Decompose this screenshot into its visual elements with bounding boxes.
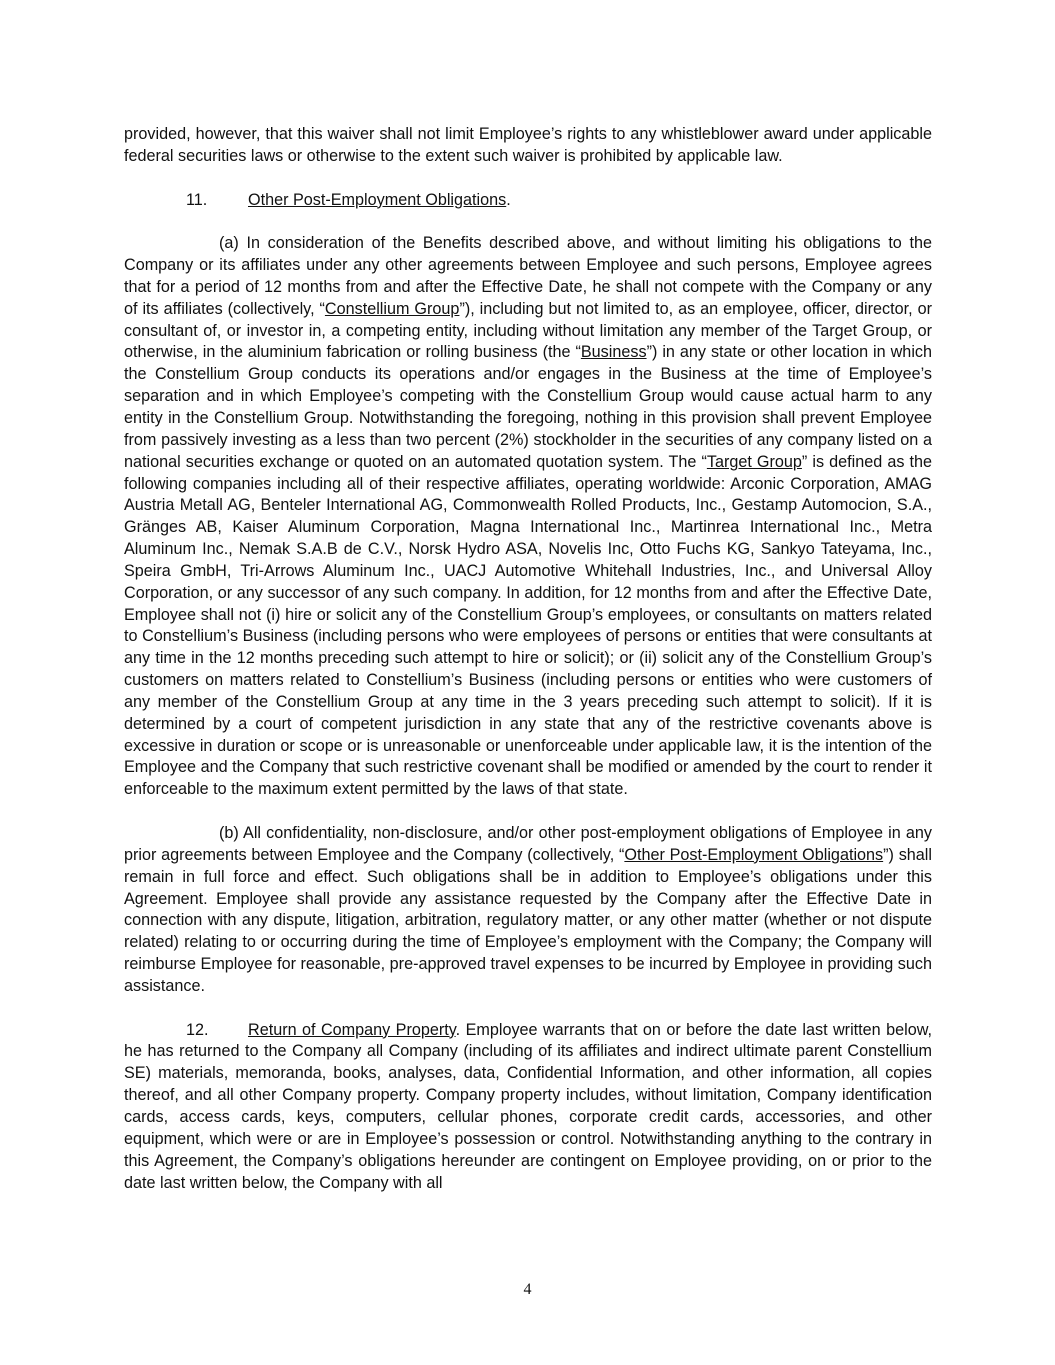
section-11a-text-1: (a) In consideration of the Benefits described above, and without limiting his obligations to the Company or its affiliates under any other agreements between Employee and such persons, Employee agrees that for a period of 12 months from and after the Effective Date, he shall not compete with the Company or any of its affiliates (collectively, “ [124, 234, 932, 318]
defined-term-other-post-employment-obligations: Other Post-Employment Obligations [624, 845, 884, 864]
section-11-title-suffix: . [506, 190, 511, 209]
paragraph-gap [124, 168, 932, 190]
section-11b-text-2: ”) shall remain in full force and effect. Such obligations shall be in addition to Employee’s obligations under this Agreement. Employee shall provide any assistance requested by the Company after the Effective Date in connection with any dispute, litigation, arbitration, regulatory matter, or any other matter (whether or not dispute related) relating to or occurring during the time of Employee’s employment with the Company; the Company will reimburse Employee for reasonable, pre-approved travel expenses to be incurred by Employee in providing such assistance. [124, 845, 932, 995]
section-11a-paragraph [124, 233, 932, 801]
section-11a-text-3: ”) in any state or other location in which the Constellium Group conducts its operations and/or engages in the Business at the time of Employee’s separation and in which Employee’s competing with the Constellium Group would cause actual harm to any entity in the Constellium Group. Notwithstanding the foregoing, nothing in this provision shall prevent Employee from passively investing as a less than two percent (2%) stockholder in the securities of any company listed on a national securities exchange or quoted on an automated quotation system. The “ [124, 343, 933, 471]
section-11a-text-2: ”), including but not limited to, as an employee, officer, director, or consultant of, or investor in, a competing entity, including without limitation any member of the Target Group, or otherwise, in the aluminium fabrication or rolling business (the “ [124, 299, 932, 362]
section-11-title: Other Post-Employment Obligations [248, 190, 507, 209]
paragraph-gap [124, 211, 932, 233]
defined-term-constellium-group: Constellium Group [324, 299, 460, 318]
section-12-paragraph [124, 1020, 932, 1195]
defined-term-target-group: Target Group [706, 452, 802, 471]
section-11-heading [124, 190, 932, 212]
paragraph-gap [124, 801, 932, 823]
section-11b-text-1: (b) All confidentiality, non-disclosure, and/or other post-employment obligations of Employee in any prior agreements between Employee and the Company (collectively, “ [124, 824, 932, 864]
section-12-text: . Employee warrants that on or before the date last written below, he has returned to the Company all Company (including of its affiliates and indirect ultimate parent Constellium SE) materials, memoranda, books, analyses, data, Confidential Information, and other information, all copies thereof, and all other Company property. Company property includes, without limitation, Company identification cards, access cards, keys, computers, cellular phones, corporate credit cards, accessories, and other equipment, which were or are in Employee’s possession or control. Notwithstanding anything to the contrary in this Agreement, the Company’s obligations hereunder are contingent on Employee providing, on or prior to the date last written below, the Company with all [124, 1020, 932, 1192]
section-12-title: Return of Company Property [248, 1020, 456, 1039]
defined-term-business: Business [580, 343, 647, 362]
section-12-number: 12. [186, 1020, 209, 1039]
section-11-number: 11. [186, 190, 208, 209]
paragraph-gap [124, 998, 932, 1020]
page-number: 4 [523, 1281, 532, 1298]
document-page [124, 124, 932, 1194]
section-11a-text-4: ” is defined as the following companies including all of their respective affiliates, operating worldwide: Arconic Corporation, AMAG Austria Metall AG, Benteler International AG, Commonwealth Rolled Products, Inc., Gestamp Automocion, S.A., Gränges AB, Kaiser Aluminum Corporation, Magna International Inc., Martinrea International Inc., Metra Aluminum Inc., Nemak S.A.B de C.V., Norsk Hydro ASA, Novelis Inc, Otto Fuchs KG, Sankyo Tateyama, Inc., Speira GmbH, Tri-Arrows Aluminum Inc., UACJ Automotive Whitehall Industries, Inc., and Universal Alloy Corporation, or any successor of any such company. In addition, for 12 months from and after the Effective Date, Employee shall not (i) hire or solicit any of the Constellium Group’s employees, or consultants on matters related to Constellium’s Business (including persons who were employees of persons or entities that were consultants at any time in the 12 months preceding such attempt to hire or solicit); or (ii) solicit any of the Constellium Group’s customers on matters related to Constellium’s Business (including persons or entities who were customers of any member of the Constellium Group at any time in the 3 years preceding such attempt to solicit). If it is determined by a court of competent jurisdiction in any state that any of the restrictive covenants above is excessive in duration or scope or is unreasonable or unenforceable under applicable law, it is the intention of the Employee and the Company that such restrictive covenant shall be modified or amended by the court to render it enforceable to the maximum extent permitted by the laws of that state. [124, 452, 932, 799]
intro-paragraph: provided, however, that this waiver shall not limit Employee’s rights to any whistleblower award under applicable federal securities laws or otherwise to the extent such waiver is prohibited by applicable law. [124, 125, 932, 165]
section-11b-paragraph [124, 823, 932, 998]
